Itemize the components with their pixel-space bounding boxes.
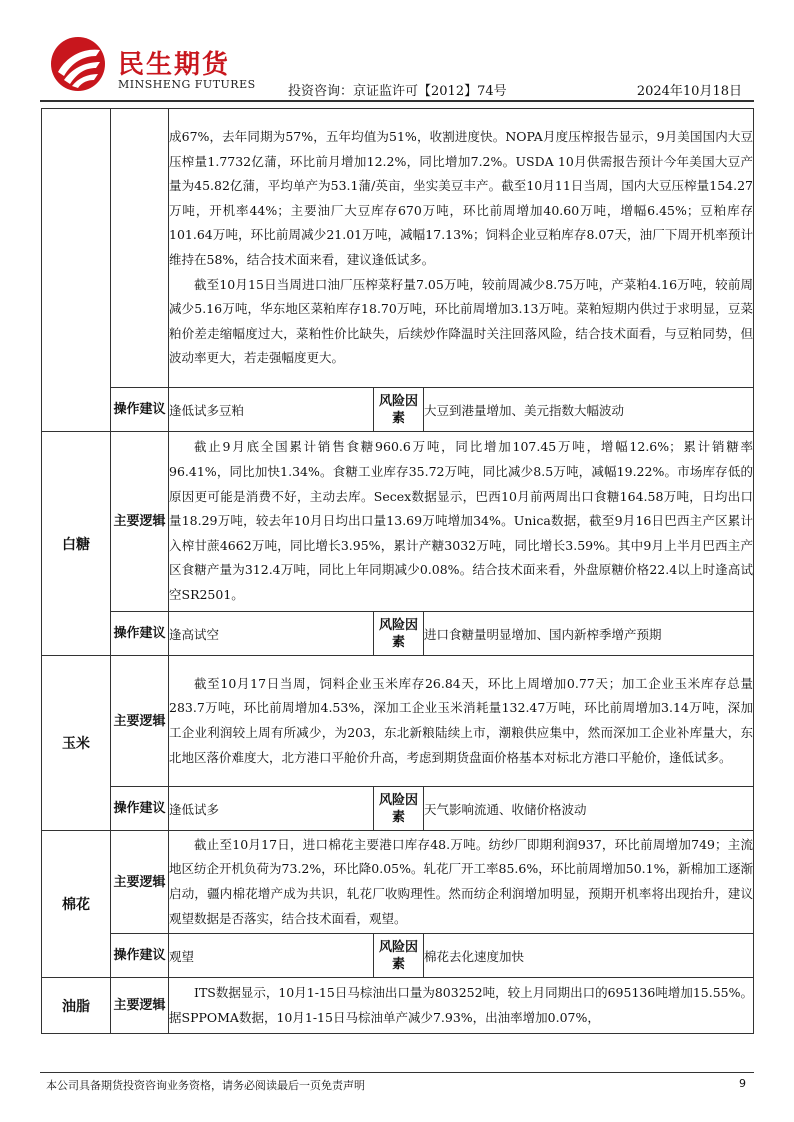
logic-paragraph: ITS数据显示，10月1-15日马棕油出口量为803252吨，较上月同期出口的695136吨增加15.55%。据SPPOMA数据，10月1-15日马棕油单产减少7.93%，出油率增加0.07%， [169,984,753,1025]
report-date: 2024年10月18日 [636,84,742,99]
logic-paragraph: 截至10月17日当周，饲料企业玉米库存26.84天，环比上周增加0.77天；加工企业玉米库存总量283.7万吨，环比前周增加4.53%，深加工企业玉米消耗量132.47万吨，环比前周增加3.14万吨，深加工企业利润较上周有所减少，为203，东北新粮陆续上市，潮粮供应集中，然而深加工企业补库量大，东北地区落价难度大，北方港口平舱价升高，考虑到期货盘面价格基本对标北方港口平舱价，逢低试多。 [169,675,753,765]
section-row-corn-logic [42,656,754,787]
commodity-cell: 棉花 [42,831,111,978]
section-row-cotton-op [42,934,754,978]
risk-label: 风险因素 [374,388,424,432]
logic-text [169,656,754,787]
risk-value: 天气影响流通、收储价格波动 [424,787,754,831]
risk-value: 大豆到港量增加、美元指数大幅波动 [424,388,754,432]
commodity-cell: 油脂 [42,978,111,1034]
logic-text [169,831,754,934]
section-row-cotton-logic [42,831,754,934]
main-logic-label: 主要逻辑 [111,978,169,1034]
main-logic-label: 主要逻辑 [111,831,169,934]
risk-value: 进口食糖量明显增加、国内新榨季增产预期 [424,612,754,656]
operation-label: 操作建议 [111,787,169,831]
risk-label: 风险因素 [374,934,424,978]
risk-label: 风险因素 [374,612,424,656]
logic-paragraph: 截止9月底全国累计销售食糖960.6万吨，同比增加107.45万吨，增幅12.6%；累计销糖率96.41%，同比加快1.34%。食糖工业库存35.72万吨，同比减少8.5万吨，减幅19.22%。市场库存低的原因更可能是消费不好，主动去库。Secex数据显示，巴西10月前两周出口食糖164.58万吨，日均出口量18.29万吨，较去年10月日均出口量13.69万吨增加34%。Unica数据，截至9月16日巴西主产区累计入榨甘蔗4662万吨，同比增长3.95%，累计产糖3032万吨，同比增长3.59%。其中9月上半月巴西主产区食糖产量为312.4万吨，同比上年同期减少0.08%。结合技术面来看，外盘原糖价格22.4以上时逢高试空SR2501。 [169,439,753,602]
section-row-soymeal-op [42,388,754,432]
logic-text [169,978,754,1034]
commodity-cell [42,109,111,432]
logic-text [169,109,754,388]
page-header [40,30,754,100]
commodity-cell: 玉米 [42,656,111,831]
logic-paragraph: 截至10月15日当周进口油厂压榨菜籽量7.05万吨，较前周减少8.75万吨，产菜粕4.16万吨，较前周减少5.16万吨，华东地区菜粕库存18.70万吨，环比前周增加3.13万吨。菜粕短期内供过于求明显，豆菜粕价差走缩幅度过大，菜粕性价比缺失，后续炒作降温时关注回落风险，结合技术面看，与豆粕同势，但波动率更大，若走强幅度更大。 [169,276,753,366]
risk-value: 棉花去化速度加快 [424,934,754,978]
minsheng-logo-icon [50,36,106,92]
main-logic-label: 主要逻辑 [111,432,169,612]
operation-label: 操作建议 [111,934,169,978]
risk-label: 风险因素 [374,787,424,831]
brand-name-en: MINSHENG FUTURES [118,78,256,91]
operation-value: 逢低试多豆粕 [169,388,374,432]
operation-value: 观望 [169,934,374,978]
section-row-oils-logic [42,978,754,1034]
logic-paragraph: 截止至10月17日，进口棉花主要港口库存48.万吨。纺纱厂即期利润937，环比前周增加749；主流地区纺企开机负荷为73.2%，环比降0.05%。轧花厂开工率85.6%，环比前周增加50.1%，新棉加工逐渐启动，疆内棉花增产成为共识，轧花厂收购理性。然而纺企利润增加明显，预期开机率将出现抬升，建议观望数据是否落实，结合技术面看，观望。 [169,836,753,926]
operation-value: 逢低试多 [169,787,374,831]
brand-name-cn: 民生期货 [118,50,231,80]
strategy-table [41,108,754,1034]
section-row-corn-op [42,787,754,831]
logic-paragraph: 成67%，去年同期为57%，五年均值为51%，收割进度快。NOPA月度压榨报告显示，9月美国国内大豆压榨量1.7732亿蒲，环比前月增加12.2%，同比增加7.2%。USDA 10月供需报告预计今年美国大豆产量为45.82亿蒲，平均单产为53.1蒲/英亩，坐实美豆丰产。截至10月11日当周，国内大豆压榨量154.27万吨，开机率44%；主要油厂大豆库存670万吨，环比前周增加40.60万吨，增幅6.45%；豆粕库存101.64万吨，环比前周减少21.01万吨，减幅17.13%；饲料企业豆粕库存8.07天，油厂下周开机率预计维持在58%，结合技术面来看，建议逢低试多。 [169,129,753,267]
section-row-sugar-op [42,612,754,656]
footer-divider [40,1072,754,1073]
page-number: 9 [739,1077,746,1090]
footer-disclaimer: 本公司具备期货投资咨询业务资格，请务必阅读最后一页免责声明 [46,1079,365,1092]
header-divider [40,100,754,102]
operation-label: 操作建议 [111,612,169,656]
main-logic-label [111,109,169,388]
logic-text [169,432,754,612]
main-logic-label: 主要逻辑 [111,656,169,787]
section-row-sugar-logic [42,432,754,612]
operation-value: 逢高试空 [169,612,374,656]
license-info: 投资咨询：京证监许可【2012】74号 [288,84,507,99]
commodity-cell: 白糖 [42,432,111,656]
operation-label: 操作建议 [111,388,169,432]
section-row-soymeal-logic [42,109,754,388]
